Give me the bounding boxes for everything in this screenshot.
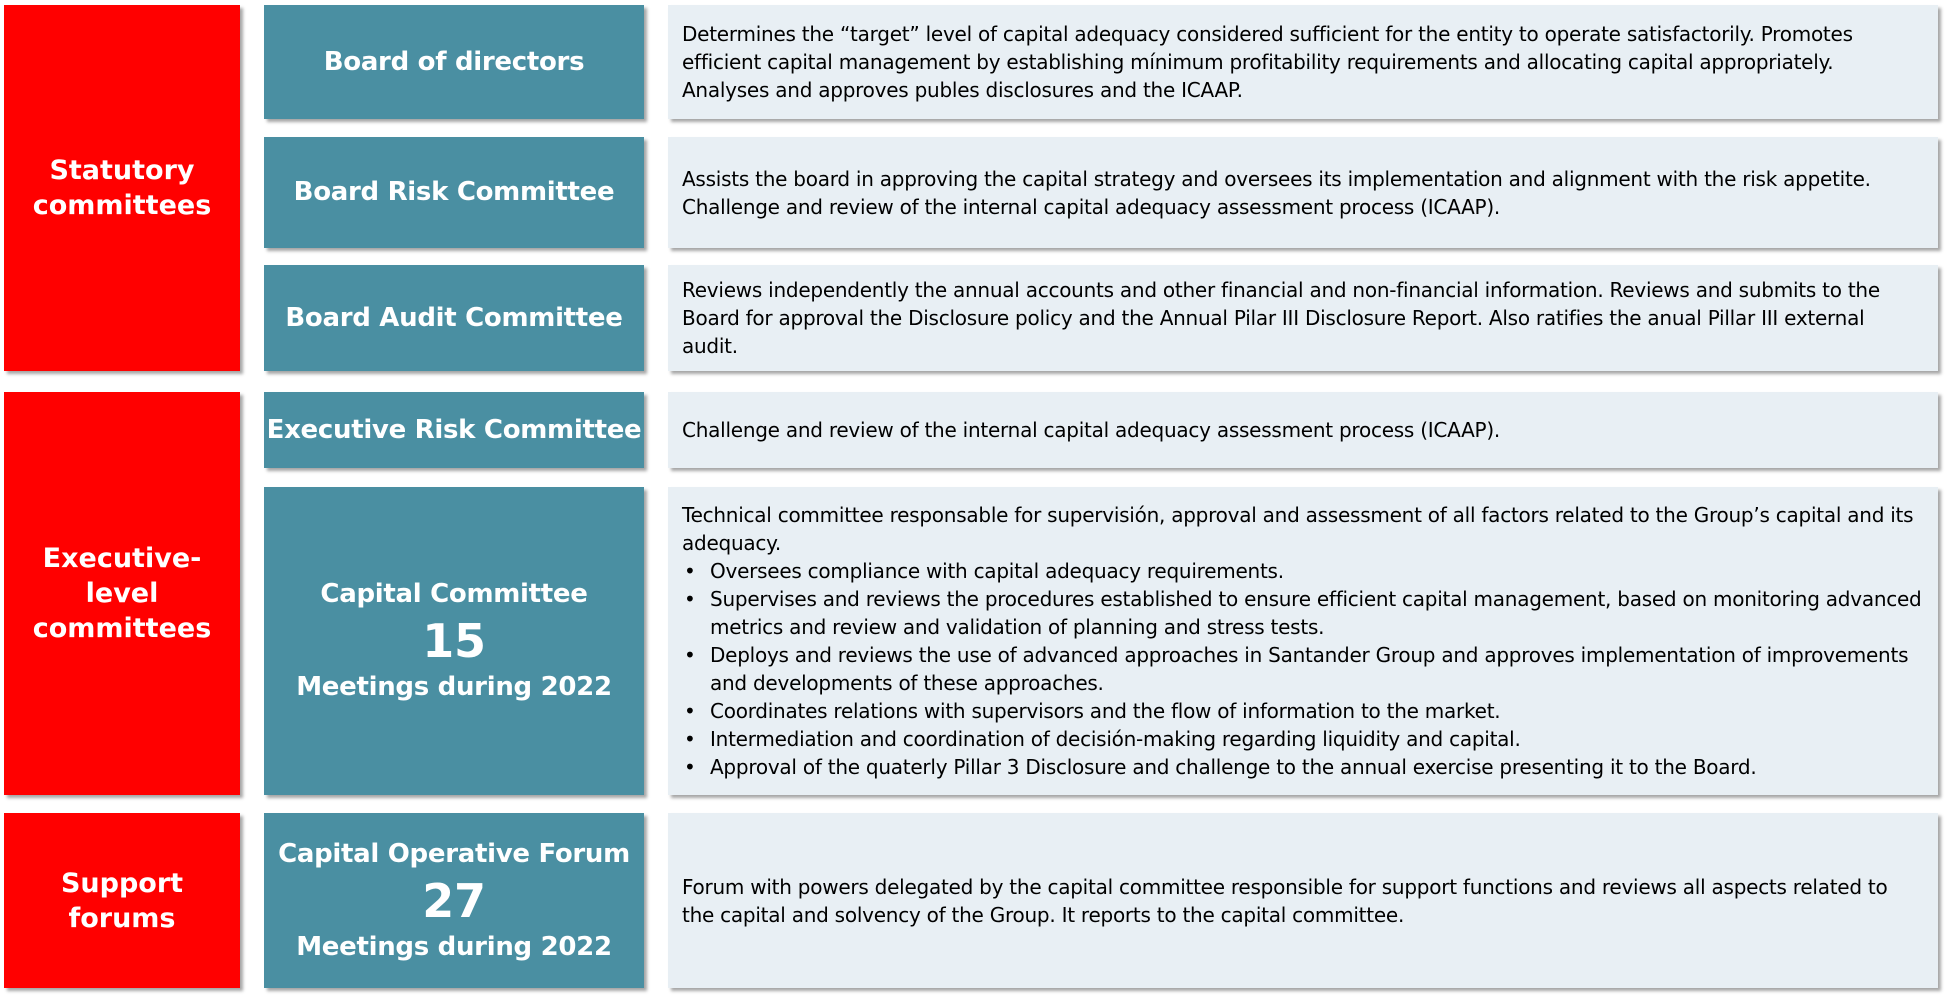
- description-capital-committee: [668, 487, 1938, 795]
- committee-board-audit-committee: [264, 265, 644, 371]
- bullet-item: • Intermediation and coordination of decisión-making regarding liquidity and capital.: [682, 725, 1924, 753]
- meetings-label: Meetings during 2022: [296, 672, 612, 702]
- description-text: Reviews independently the annual accounts and other financial and non-financial information. Reviews and submits to the Board for approval the Disclosure policy and the Annual Pilar III Disclosure Report. Also ratifies the anual Pillar III external audit.: [682, 278, 1880, 358]
- meetings-count: 27: [422, 873, 486, 928]
- committee-name: Board Audit Committee: [285, 302, 623, 333]
- committee-name: Executive Risk Committee: [266, 414, 642, 445]
- category-label: Statutory committees: [32, 155, 212, 221]
- description-board-of-directors: [668, 5, 1938, 119]
- bullet-item: • Oversees compliance with capital adequacy requirements.: [682, 557, 1924, 585]
- committee-capital-operative-forum: [264, 813, 644, 988]
- meetings-label: Meetings during 2022: [296, 931, 612, 962]
- committee-board-risk-committee: [264, 137, 644, 248]
- meetings-count: 15: [422, 614, 486, 668]
- description-text: Technical committee responsable for supervisión, approval and assessment of all factors related to the Group’s capital and its adequacy.: [682, 503, 1914, 555]
- bullet-item: • Approval of the quaterly Pillar 3 Disclosure and challenge to the annual exercise presenting it to the Board.: [682, 753, 1924, 781]
- committee-capital-committee: [264, 487, 644, 795]
- description-text: Assists the board in approving the capital strategy and oversees its implementation and alignment with the risk appetite. Challenge and review of the internal capital adequacy assessment process (ICAAP).: [682, 166, 1871, 219]
- description-board-audit-committee: [668, 265, 1938, 371]
- category-support-forums: [4, 813, 240, 988]
- category-executive-level-committees: [4, 392, 240, 795]
- description-block: [682, 501, 1924, 781]
- responsibilities-list: [682, 557, 1924, 781]
- bullet-item: • Supervises and reviews the procedures established to ensure efficient capital management, based on monitoring advanced metrics and review and validation of planning and stress tests.: [682, 585, 1924, 641]
- committee-name: Capital Committee: [320, 579, 588, 609]
- category-label: Support forums: [60, 867, 184, 934]
- committee-name: Board Risk Committee: [293, 177, 615, 207]
- committee-executive-risk-committee: [264, 392, 644, 468]
- committee-name: Capital Operative Forum: [278, 838, 630, 869]
- description-capital-operative-forum: [668, 813, 1938, 988]
- bullet-item: • Coordinates relations with supervisors and the flow of information to the market.: [682, 697, 1924, 725]
- committee-name: Board of directors: [323, 46, 585, 77]
- category-label: Executive-level committees: [32, 543, 212, 644]
- description-board-risk-committee: [668, 137, 1938, 248]
- committee-board-of-directors: [264, 5, 644, 119]
- description-text: Determines the “target” level of capital adequacy considered sufficient for the entity to operate satisfactorily. Promotes efficient capital management by establishing mínimum profitability requirements and allocating capital appropriately. Analyses and approves publes disclosures and the ICAAP.: [682, 22, 1853, 102]
- description-text: Forum with powers delegated by the capital committee responsible for support functions and reviews all aspects related to the capital and solvency of the Group. It reports to the capital committee.: [682, 874, 1888, 927]
- description-executive-risk-committee: [668, 392, 1938, 468]
- bullet-item: • Deploys and reviews the use of advanced approaches in Santander Group and approves implementation of improvements and developments of these approaches.: [682, 641, 1924, 697]
- description-text: Challenge and review of the internal capital adequacy assessment process (ICAAP).: [682, 418, 1501, 442]
- category-statutory-committees: [4, 5, 240, 371]
